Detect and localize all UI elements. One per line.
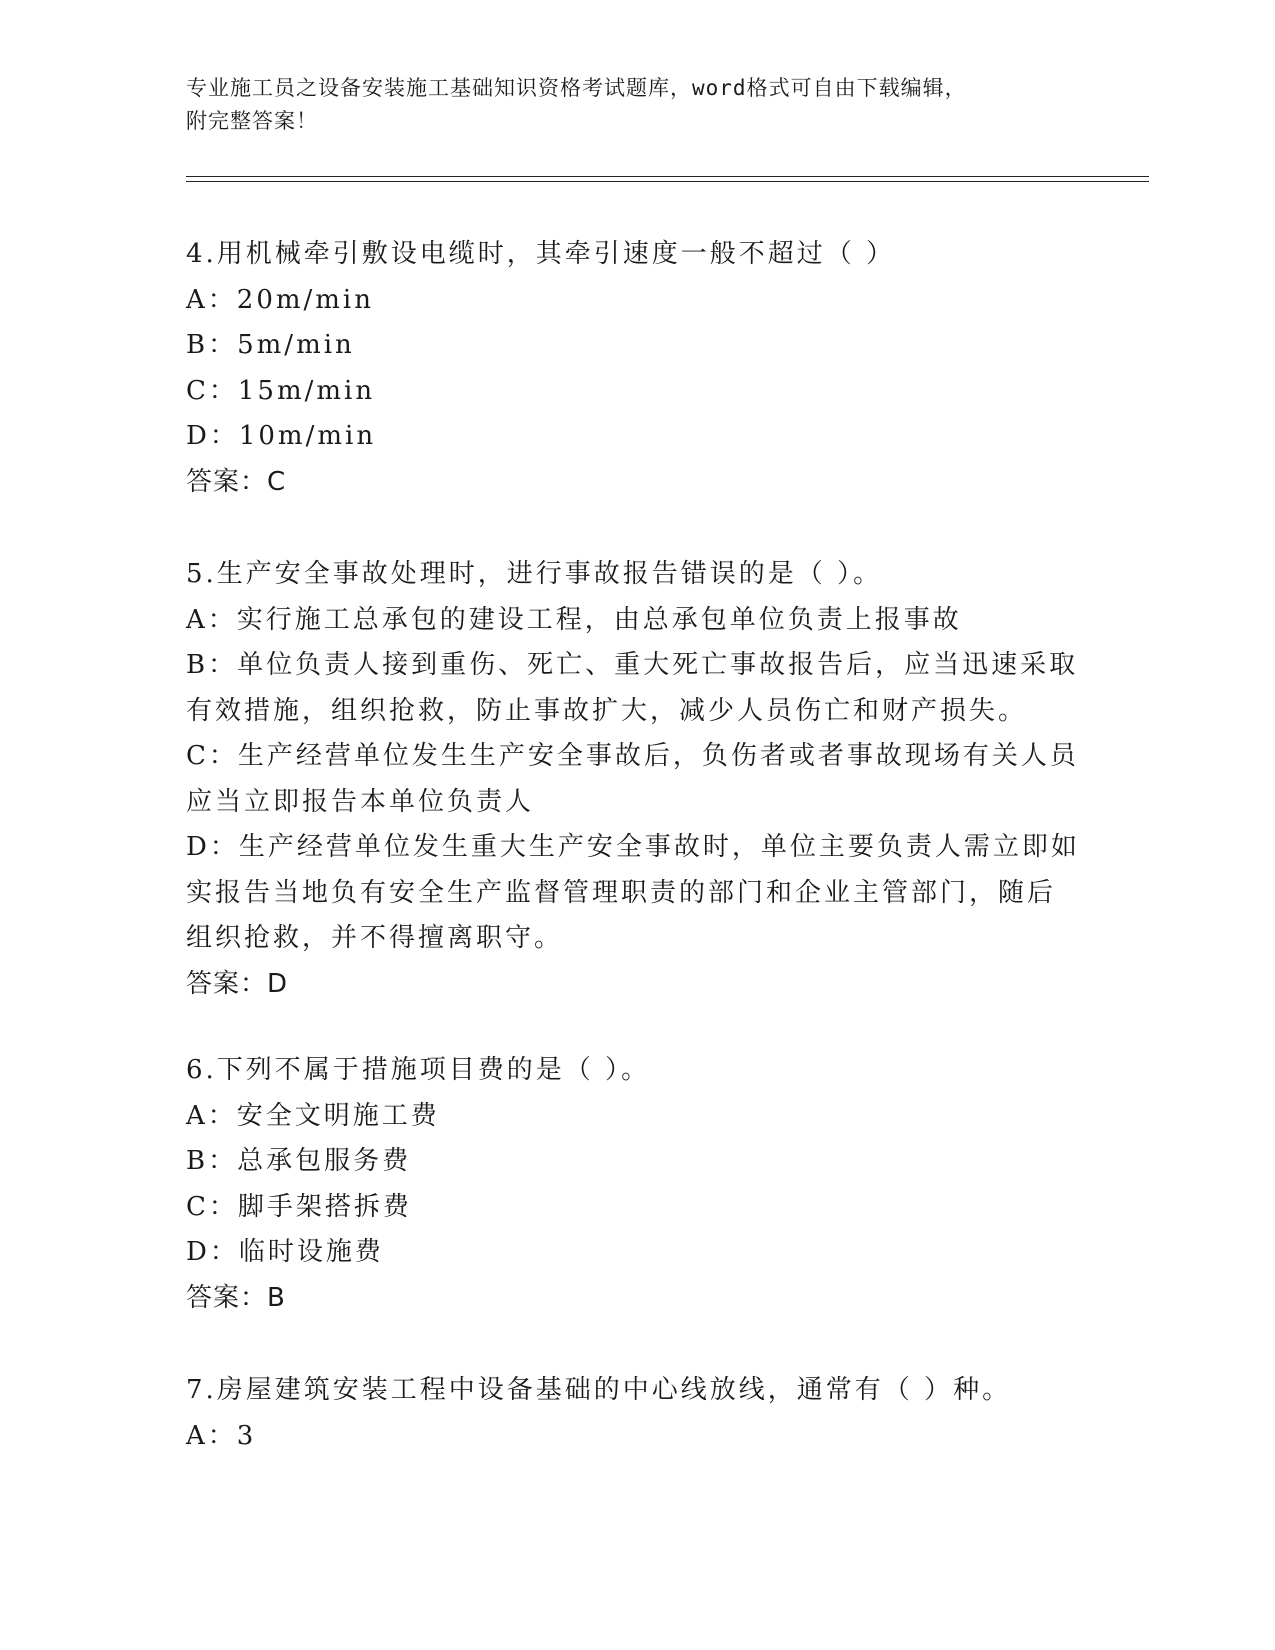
option-b: B：总承包服务费 [186,1146,412,1176]
question-6 [186,1048,1086,1321]
option-a: A：实行施工总承包的建设工程，由总承包单位负责上报事故 [186,604,962,635]
header-title-line-1: 专业施工员之设备安装施工基础知识资格考试题库，word格式可自由下载编辑， [186,76,967,100]
option-a: A：3 [186,1420,257,1451]
question-4 [186,232,1086,505]
question-stem: 5.生产安全事故处理时，进行事故报告错误的是（ ）。 [186,559,883,589]
option-d: D：10m/min [186,421,377,451]
question-5 [186,552,1086,1007]
document-header [186,72,1066,138]
option-c: C：脚手架搭拆费 [186,1191,412,1222]
question-stem: 6.下列不属于措施项目费的是（ ）。 [186,1055,651,1085]
option-d: D：临时设施费 [186,1237,384,1267]
option-d: D：生产经营单位发生重大生产安全事故时，单位主要负责人需立即如 [186,832,1080,862]
option-a: A：20m/min [186,284,374,315]
question-stem: 4.用机械牵引敷设电缆时，其牵引速度一般不超过（ ） [186,239,896,269]
option-a: A：安全文明施工费 [186,1100,440,1131]
header-divider-top [186,176,1149,177]
option-d-continued: 实报告当地负有安全生产监督管理职责的部门和企业主管部门，随后 [186,877,1057,908]
answer-line: 答案：D [186,968,289,999]
header-divider-bottom [186,181,1149,182]
option-b-continued: 有效措施，组织抢救，防止事故扩大，减少人员伤亡和财产损失。 [186,695,1028,726]
answer-line: 答案：C [186,466,287,497]
header-title-line-2: 附完整答案！ [186,109,318,133]
question-7 [186,1368,1086,1459]
option-d-continued-2: 组织抢救，并不得擅离职守。 [186,923,564,953]
option-c: C：15m/min [186,375,376,406]
option-c: C：生产经营单位发生生产安全事故后，负伤者或者事故现场有关人员 [186,741,1079,771]
option-c-continued: 应当立即报告本单位负责人 [186,786,535,817]
option-b: B：5m/min [186,330,355,360]
question-stem: 7.房屋建筑安装工程中设备基础的中心线放线，通常有（ ）种。 [186,1375,1012,1405]
option-b: B：单位负责人接到重伤、死亡、重大死亡事故报告后，应当迅速采取 [186,650,1079,680]
answer-line: 答案：B [186,1282,286,1313]
